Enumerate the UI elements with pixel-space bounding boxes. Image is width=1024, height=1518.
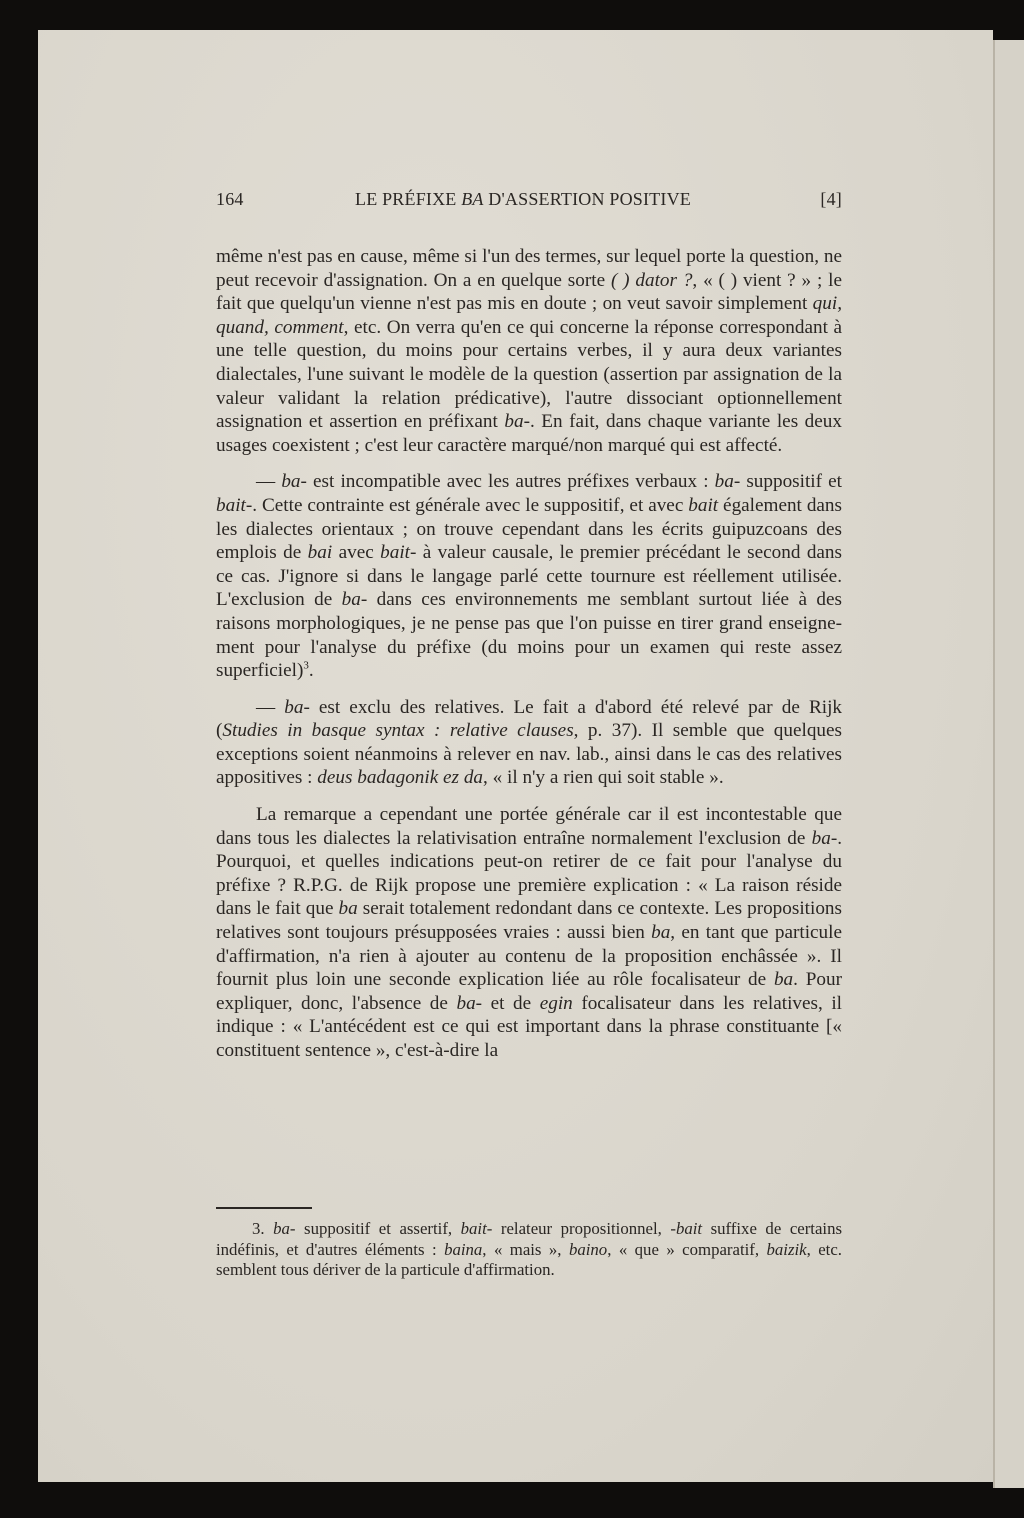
text-run: , « ( ) vient ? » ; le fait que quelqu'un vienne n'est pas mis en doute ; on veut savoir simplement [216, 269, 842, 315]
italic-term: -bait [670, 1219, 703, 1238]
section-number: [4] [820, 189, 842, 209]
page-number: 164 [216, 189, 244, 209]
italic-term: bai [307, 542, 333, 564]
italic-term: ba- [456, 992, 483, 1014]
text-run: , « mais », [482, 1239, 569, 1259]
paragraph [216, 470, 842, 682]
text-run: . Cette contrainte est générale avec le suppositif, et avec [252, 494, 689, 516]
italic-term: ba- [811, 827, 838, 849]
text-run: , etc. On verra qu'en ce qui concerne la réponse correspondant à une telle question, du moins pour certains verbes, il y aura deux variantes dialectales, l'une suivant le modèle de la question (assertion par assignation de la valeur validant la relation prédicative), l'autre dissociant optionnellement assignation et assertion en préfixant [216, 316, 843, 433]
italic-term: bait- [460, 1219, 493, 1238]
italic-term: ba- [341, 589, 368, 611]
text-run: même n'est pas en cause, même si l'un des termes, sur lequel porte la question, ne peut recevoir d'assignation. On a en quelque sorte [216, 246, 842, 291]
running-title-italic: BA [461, 189, 484, 209]
text-run: est exclu des relatives. Le fait a d'abord été relevé par de Rijk ( [216, 696, 842, 742]
text-run: est incompatible avec les autres préfixes verbaux : [306, 471, 715, 493]
text-run: relateur propositionnel, [492, 1219, 671, 1238]
italic-term: bait [688, 494, 719, 516]
paragraph [216, 245, 842, 457]
text-run: — [256, 696, 285, 718]
text-run: . En fait, dans chaque variante les deux usages coexistent ; c'est leur caractère marqué/non marqué qui est affecté. [216, 411, 842, 456]
next-page-edge [993, 40, 1024, 1488]
footnotes [216, 1219, 842, 1281]
italic-term: Studies in basque syntax : relative clauses [222, 720, 574, 742]
italic-term: baina [444, 1239, 483, 1259]
text-run: , etc. semblent tous dériver de la particule d'affirmation. [216, 1239, 842, 1279]
text-run [265, 1219, 274, 1238]
italic-term: baizik [766, 1239, 807, 1259]
text-run: suppositif et [740, 471, 842, 493]
text-run: , en tant que particule d'affirmation, n'a rien à ajouter au contenu de la proposition enchâssée ». Il fournit plus loin une seconde explication liée au rôle focalisateur de [216, 922, 842, 991]
text-run: — [256, 471, 282, 493]
running-title [355, 189, 691, 210]
italic-term: ( ) dator ? [610, 269, 693, 291]
italic-term: deus badagonik ez da [317, 767, 484, 789]
text-run: suffixe de certains indéfinis, et d'autres éléments : [216, 1219, 842, 1259]
italic-term: ba [651, 922, 671, 944]
text-run: avec [332, 542, 381, 564]
text-run: , « il n'y a rien qui soit stable ». [483, 767, 724, 789]
italic-term: ba- [284, 696, 310, 718]
text-run: suppositif et assertif, [295, 1219, 461, 1238]
italic-term: egin [539, 992, 573, 1014]
italic-term: ba- [504, 411, 530, 433]
paragraph [216, 803, 842, 1063]
body-text [216, 245, 842, 1063]
running-title-post: D'ASSERTION POSITIVE [483, 189, 691, 209]
text-run: , p. 37). Il semble que quelques exceptions soient néanmoins à relever en nav. lab., ainsi dans le cas des relatives appositives : [216, 720, 842, 789]
text-run: dans ces environnements me semblant surtout liée à des raisons morphologiques, je ne pense pas que l'on puisse en tirer grand enseignement pour l'analyse du préfixe (du moins pour un examen qui reste assez superficiel) [216, 589, 842, 682]
italic-term: baino [568, 1239, 608, 1259]
italic-term: ba [773, 969, 794, 991]
running-title-pre: LE PRÉFIXE [355, 189, 462, 209]
text-run: . Pour expliquer, donc, l'absence de [216, 969, 842, 1014]
running-header [216, 189, 842, 215]
italic-term: ba- [281, 471, 307, 493]
text-run: . [308, 660, 314, 682]
text-run: La remarque a cependant une portée générale car il est incontestable que dans tous les dialectes la relativisation entraîne normalement l'exclusion de [216, 804, 842, 849]
text-run: également dans les dialectes orientaux ; on trouve cependant dans les écrits guipuzcoans des emplois de [216, 494, 842, 564]
italic-term: bait- [380, 542, 417, 564]
italic-term: ba- [714, 471, 741, 493]
text-run: serait totalement redondant dans ce contexte. Les propositions relatives sont toujours présupposées vraies : aussi bien [216, 898, 842, 944]
text-run: à valeur causale, le premier précédant le second dans ce cas. J'ignore si dans le langage parlé cette tournure est réellement utilisée. L'exclusion de [216, 542, 842, 611]
footnote [216, 1219, 842, 1281]
footnote-number: 3. [252, 1219, 265, 1238]
text-run: . Pourquoi, et quelles indications peut-on retirer de ce fait pour l'analyse du préfixe ? R.P.G. de Rijk propose une première explication : « La raison réside dans le fait que [216, 827, 842, 920]
text-run: , « que » comparatif, [607, 1239, 767, 1259]
footnote-ref: 3 [303, 659, 309, 672]
italic-term: bait- [216, 494, 253, 516]
text-run: et de [482, 992, 540, 1014]
italic-term: qui, quand, comment [216, 293, 842, 338]
italic-term: ba [338, 898, 358, 920]
italic-term: ba- [273, 1219, 296, 1238]
text-run: focalisateur dans les relatives, il indique : « L'antécédent est ce qui est important dans la phrase constituante [« constituent sentence », c'est-à-dire la [216, 992, 842, 1061]
footnote-divider [216, 1207, 312, 1209]
paragraph [216, 696, 842, 790]
